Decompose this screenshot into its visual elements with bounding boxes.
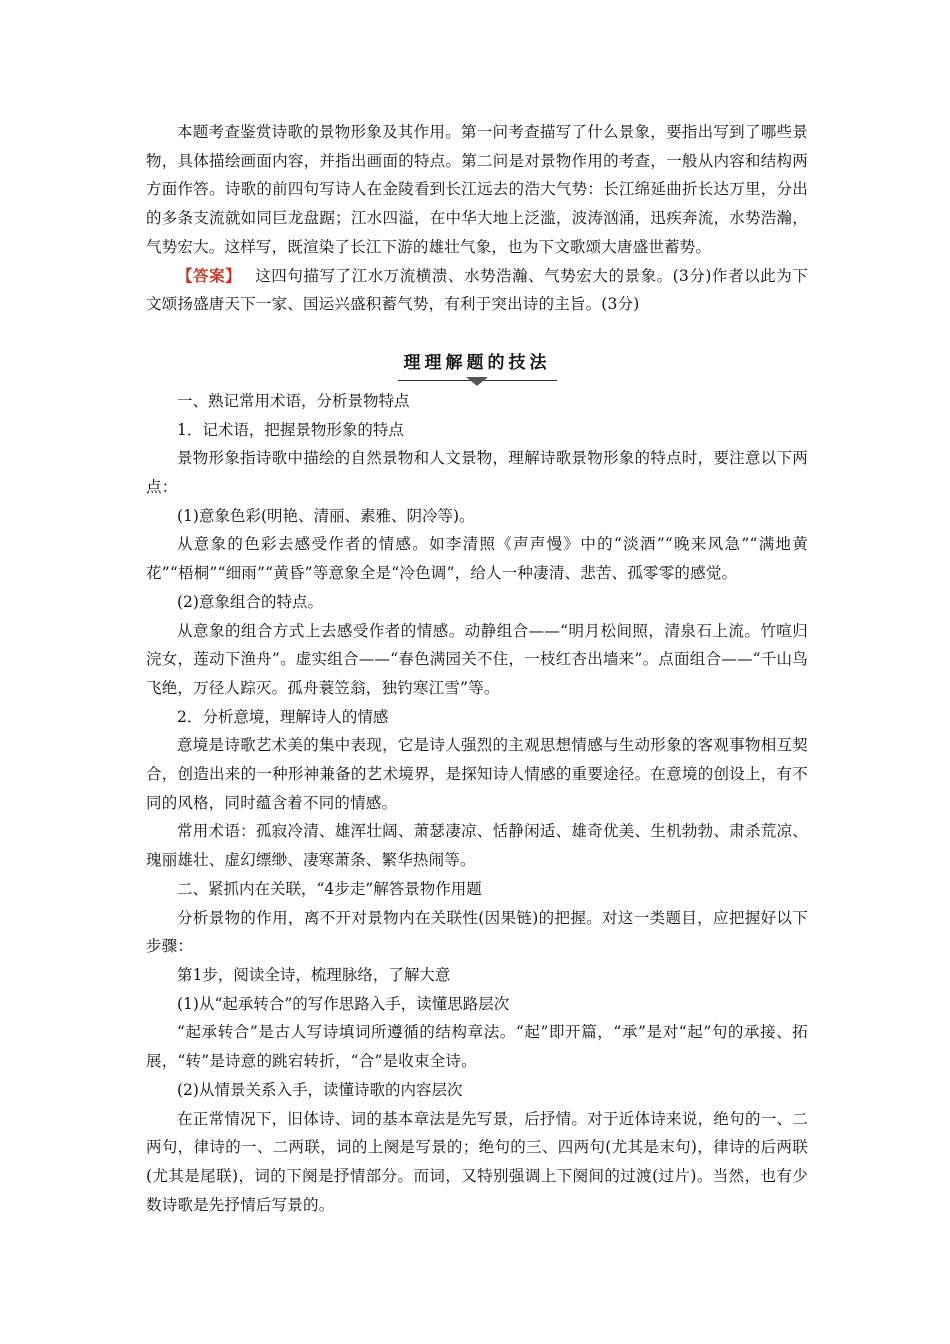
paragraph: 从意象的组合方式上去感受作者的情感。动静组合——“明月松间照，清泉石上流。竹喧归浣女，莲动下渔舟”。虚实组合——“春色满园关不住，一枝红杏出墙来”。点面组合——“千山鸟飞绝，万径人踪灭。孤舟蓑笠翁，独钓寒江雪”等。 (146, 621, 808, 697)
section-title: 理理解题的技法 (398, 350, 557, 381)
paragraph: 在正常情况下，旧体诗、词的基本章法是先写景，后抒情。对于近体诗来说，绝句的一、二两句，律诗的一、二两联，词的上阕是写景的；绝句的三、四两句(尤其是末句)，律诗的后两联(尤其是尾联)，词的下阕是抒情部分。而词，又特别强调上下阕间的过渡(过片)。当然，也有少数诗歌是先抒情后写景的。 (146, 1109, 808, 1214)
step-1: 第1步，阅读全诗，梳理脉络，了解大意 (177, 965, 451, 984)
paragraph: “起承转合”是古人写诗填词所遵循的结构章法。“起”即开篇，“承”是对“起”句的承接、拓展，“转”是诗意的跳宕转折，“合”是收束全诗。 (146, 1023, 808, 1071)
paragraph: 分析景物的作用，离不开对景物内在关联性(因果链)的把握。对这一类题目，应把握好以下步骤： (146, 908, 808, 956)
heading-2: 二、紧抓内在关联，“4步走”解答景物作用题 (177, 879, 482, 898)
subheading-1-2: 2．分析意境，理解诗人的情感 (177, 707, 389, 726)
paragraph: 意境是诗歌艺术美的集中表现，它是诗人强烈的主观思想情感与生动形象的客观事物相互契合，创造出来的一种形神兼备的艺术境界，是探知诗人情感的重要途径。在意境的创设上，有不同的风格，同时蕴含着不同的情感。 (146, 736, 808, 812)
answer-label: 【答案】 (177, 265, 242, 285)
paragraph: 从意象的色彩去感受作者的情感。如李清照《声声慢》中的“淡酒”“晚来风急”“满地黄花”“梧桐”“细雨”“黄昏”等意象全是“冷色调”，给人一种凄清、悲苦、孤零零的感觉。 (146, 535, 808, 583)
down-triangle-icon (466, 377, 488, 386)
list-item-2: (2)意象组合的特点。 (177, 592, 323, 611)
list-item-4: (2)从情景关系入手，读懂诗歌的内容层次 (177, 1080, 463, 1099)
answer-text: 这四句描写了江水万流横溃、水势浩瀚、气势宏大的景象。(3分)作者以此为下文颂扬盛唐天下一家、国运兴盛积蓄气势，有利于突出诗的主旨。(3分) (146, 266, 808, 314)
subheading-1-1: 1．记术语，把握景物形象的特点 (177, 420, 404, 439)
document-page (146, 118, 808, 1219)
list-item-1: (1)意象色彩(明艳、清丽、素雅、阴冷等)。 (177, 506, 475, 525)
paragraph: 景物形象指诗歌中描绘的自然景物和人文景物，理解诗歌景物形象的特点时，要注意以下两点： (146, 449, 808, 497)
analysis-paragraph: 本题考查鉴赏诗歌的景物形象及其作用。第一问考查描写了什么景象，要指出写到了哪些景物，具体描绘画面内容，并指出画面的特点。第二问是对景物作用的考查，一般从内容和结构两方面作答。诗歌的前四句写诗人在金陵看到长江远去的浩大气势：长江绵延曲折长达万里，分出的多条支流就如同巨龙盘踞；江水四溢，在中华大地上泛滥，波涛汹涌，迅疾奔流，水势浩瀚，气势宏大。这样写，既渲染了长江下游的雄壮气象，也为下文歌颂大唐盛世蓄势。 (146, 123, 808, 256)
paragraph: 常用术语：孤寂冷清、雄浑壮阔、萧瑟凄凉、恬静闲适、雄奇优美、生机勃勃、肃杀荒凉、瑰丽雄壮、虚幻缥缈、凄寒萧条、繁华热闹等。 (146, 822, 808, 870)
list-item-3: (1)从“起承转合”的写作思路入手，读懂思路层次 (177, 994, 510, 1013)
answer-paragraph (146, 262, 808, 319)
section-header (146, 349, 808, 387)
heading-1: 一、熟记常用术语，分析景物特点 (177, 391, 410, 410)
